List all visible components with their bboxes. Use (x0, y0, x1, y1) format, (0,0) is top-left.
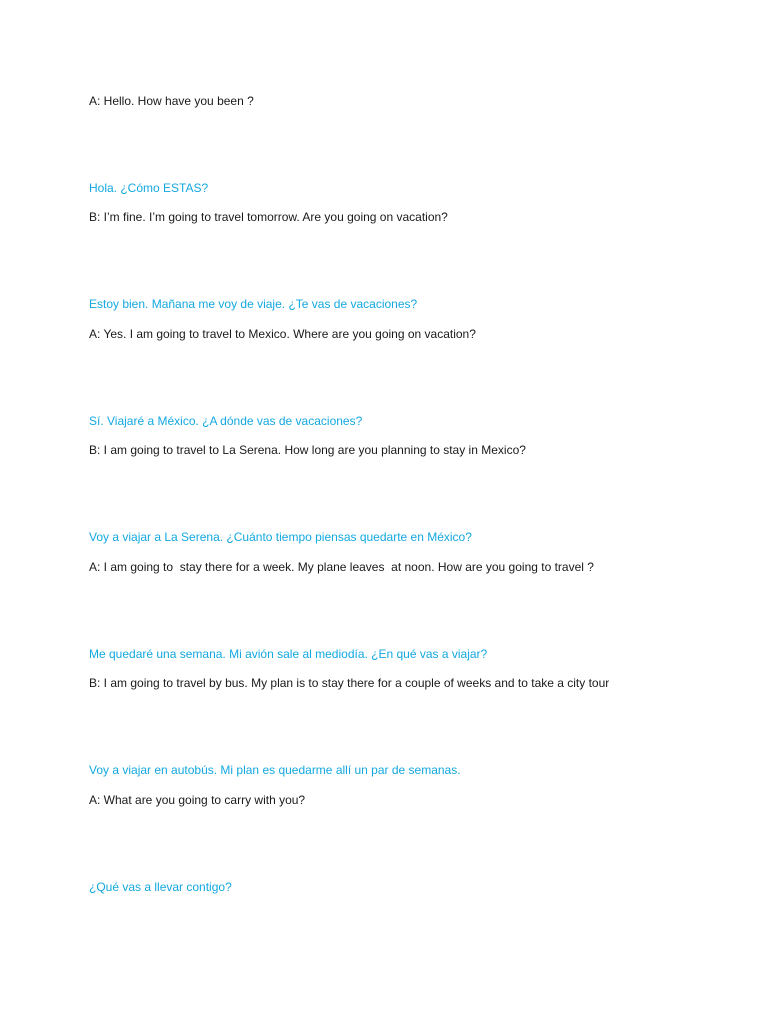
dialogue-line-english: A: Yes. I am going to travel to Mexico. Where are you going on vacation? (89, 327, 476, 341)
dialogue-line-spanish: Sí. Viajaré a México. ¿A dónde vas de vacaciones? (89, 414, 363, 428)
dialogue-line-spanish: Me quedaré una semana. Mi avión sale al mediodía. ¿En qué vas a viajar? (89, 647, 488, 661)
dialogue-line-english: B: I’m fine. I’m going to travel tomorrow. Are you going on vacation? (89, 210, 448, 224)
dialogue-line-english: B: I am going to travel by bus. My plan is to stay there for a couple of weeks and to take a city tour (89, 676, 610, 690)
dialogue-line-spanish: Hola. ¿Cómo ESTAS? (89, 181, 209, 195)
dialogue-line-spanish: Voy a viajar a La Serena. ¿Cuánto tiempo piensas quedarte en México? (89, 530, 472, 544)
dialogue-line-spanish: ¿Qué vas a llevar contigo? (89, 880, 232, 894)
dialogue-line-english: B: I am going to travel to La Serena. How long are you planning to stay in Mexico? (89, 443, 526, 457)
dialogue-line-english: A: What are you going to carry with you? (89, 793, 306, 807)
dialogue-line-spanish: Voy a viajar en autobús. Mi plan es quedarme allí un par de semanas. (89, 763, 461, 777)
dialogue-line-english: A: Hello. How have you been ? (89, 94, 254, 108)
dialogue-line-english: A: I am going to stay there for a week. My plane leaves at noon. How are you going to travel ? (89, 560, 594, 574)
dialogue-line-spanish: Estoy bien. Mañana me voy de viaje. ¿Te vas de vacaciones? (89, 297, 418, 311)
